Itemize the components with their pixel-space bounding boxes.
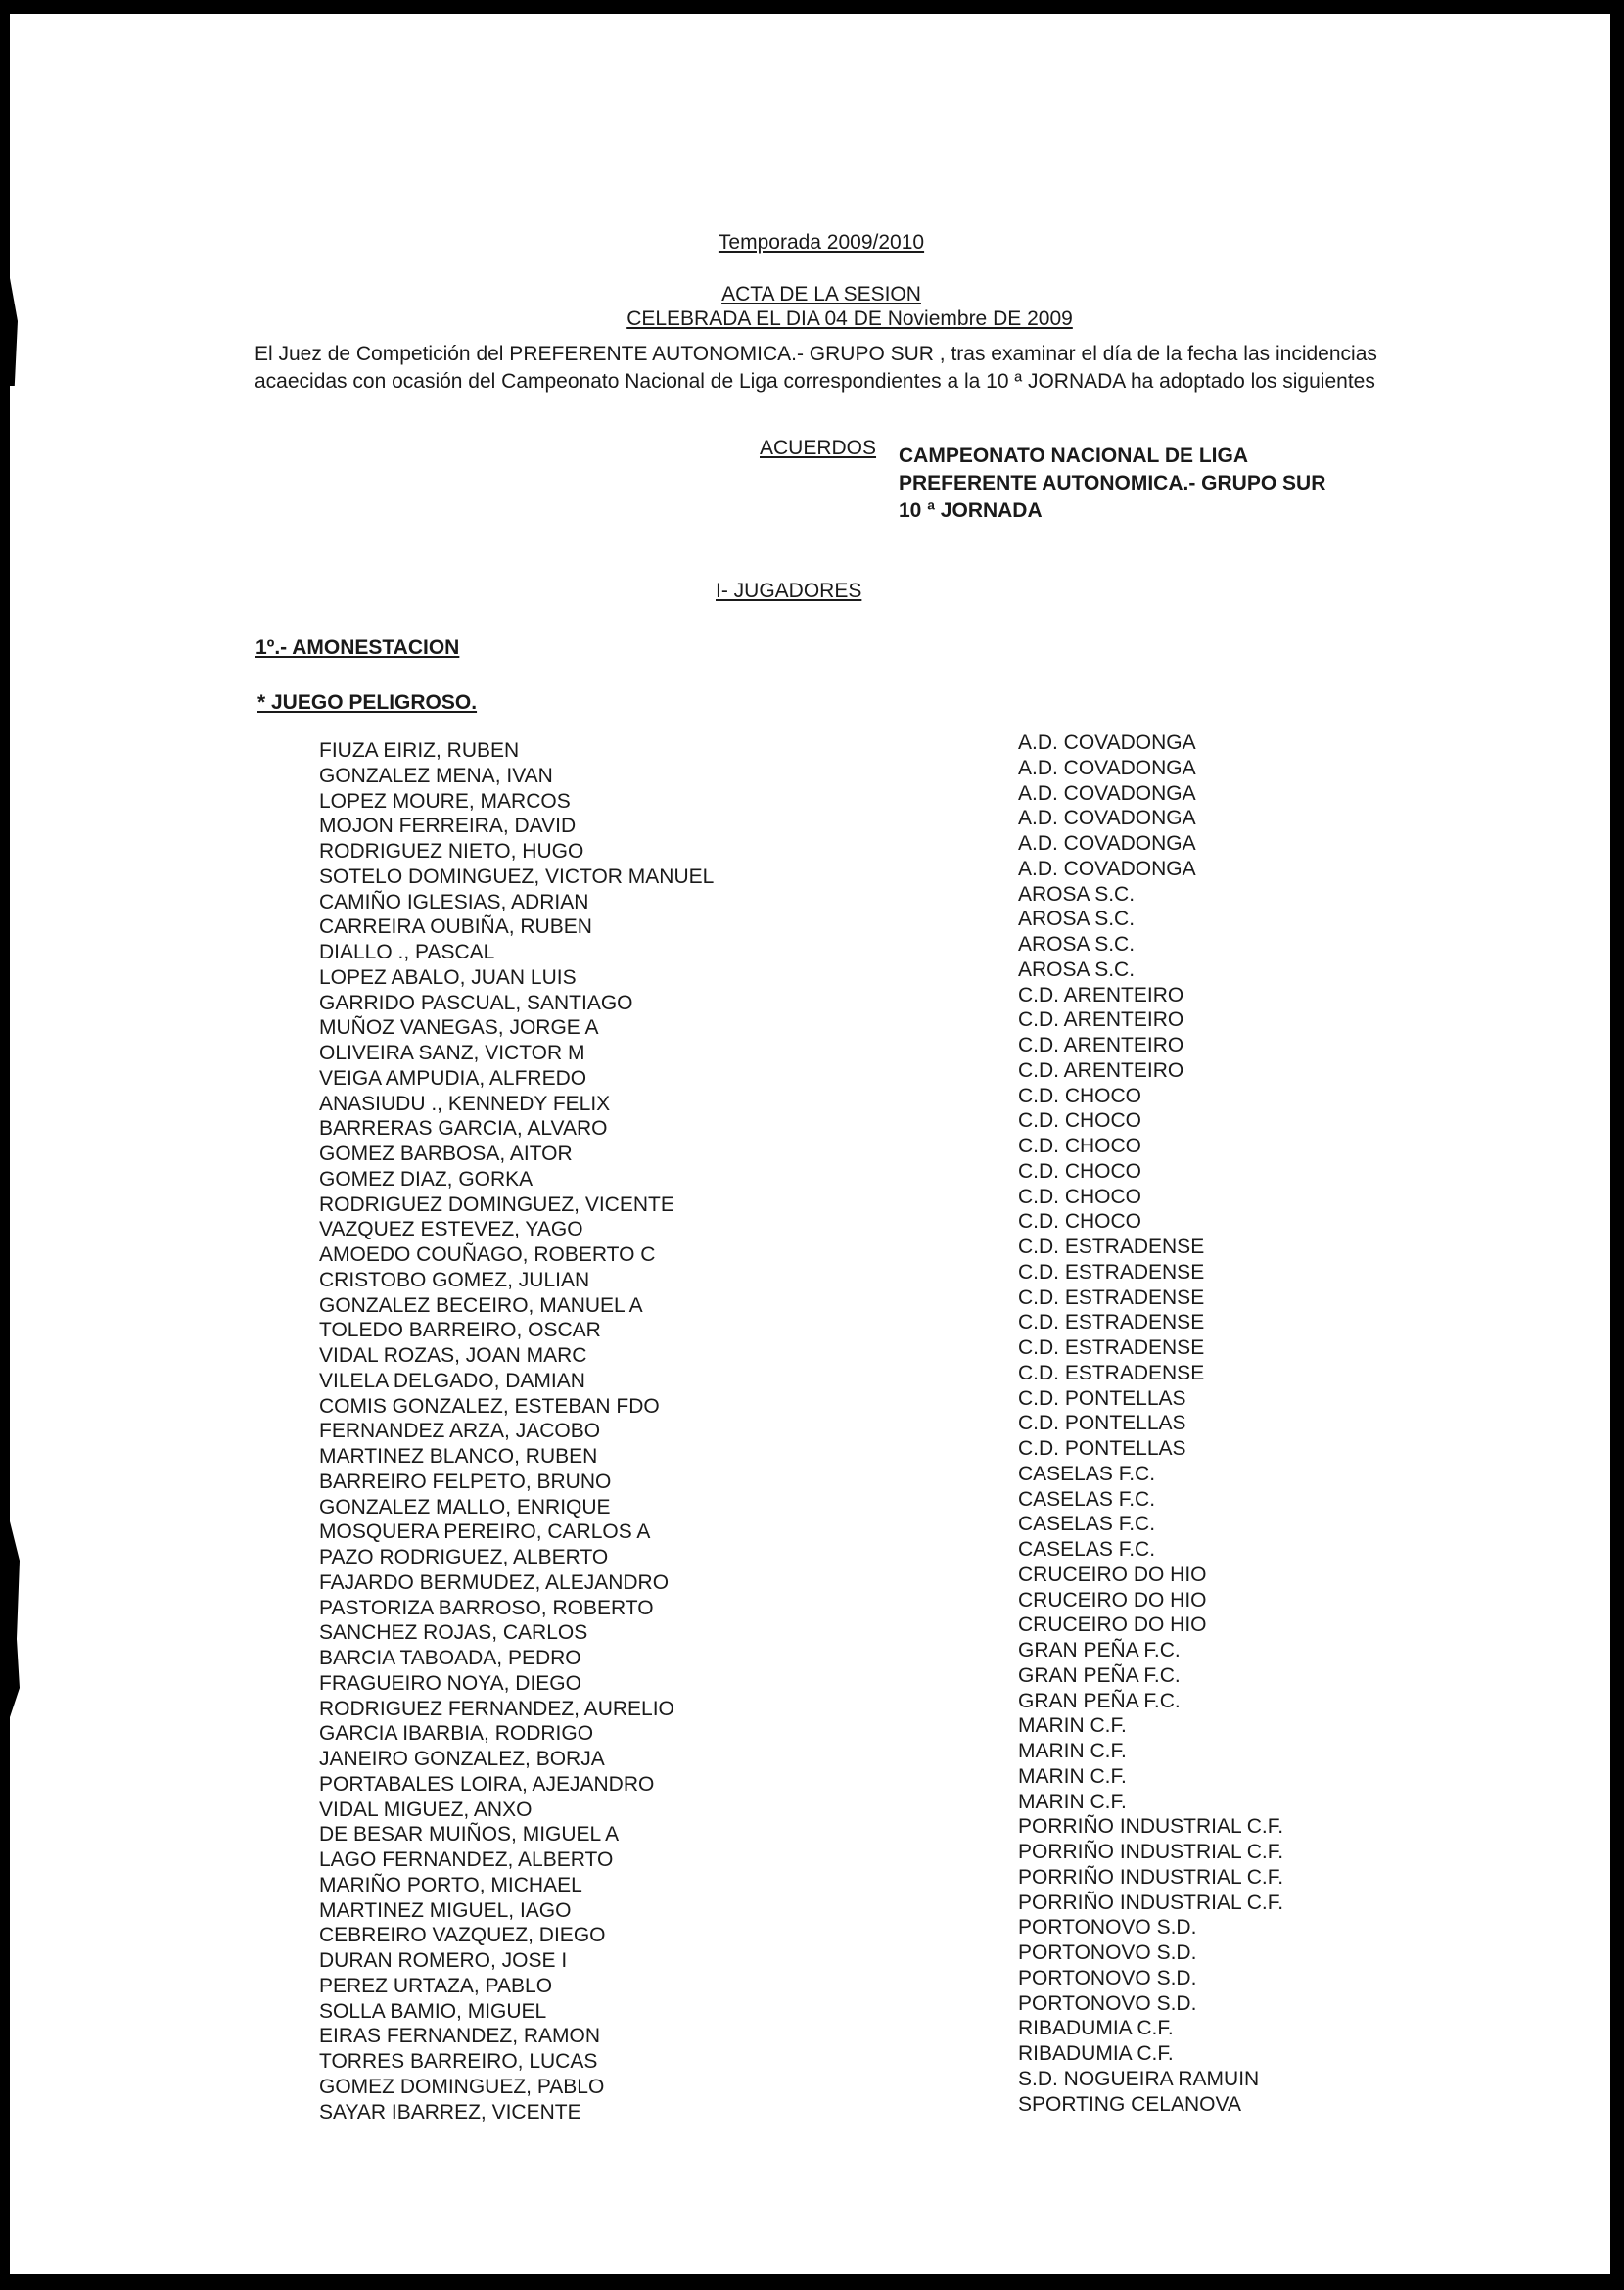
season-title: Temporada 2009/2010	[718, 231, 925, 254]
player-name: DURAN ROMERO, JOSE I	[319, 1949, 568, 1972]
player-club: GRAN PEÑA F.C.	[1018, 1663, 1181, 1687]
player-club: PORTONOVO S.D.	[1018, 1966, 1197, 1989]
player-club: PORRIÑO INDUSTRIAL C.F.	[1018, 1865, 1284, 1889]
player-club: PORTONOVO S.D.	[1018, 1991, 1197, 2015]
scan-notch	[10, 278, 18, 386]
player-club: MARIN C.F.	[1018, 1790, 1127, 1813]
player-name: MUÑOZ VANEGAS, JORGE A	[319, 1016, 599, 1040]
player-name: DIALLO ., PASCAL	[319, 941, 495, 963]
juego-peligroso-heading: * JUEGO PELIGROSO.	[257, 691, 478, 714]
intro-paragraph	[255, 341, 1478, 396]
player-name: BARREIRO FELPETO, BRUNO	[319, 1470, 612, 1493]
player-club: AROSA S.C.	[1018, 933, 1136, 956]
player-name: SANCHEZ ROJAS, CARLOS	[319, 1621, 588, 1645]
player-club: C.D. CHOCO	[1018, 1109, 1141, 1133]
amonestacion-heading: 1º.- AMONESTACION	[255, 636, 460, 659]
player-club: A.D. COVADONGA	[1018, 857, 1196, 880]
scan-notch	[10, 1521, 20, 1717]
player-club: C.D. CHOCO	[1018, 1210, 1141, 1234]
player-name: RODRIGUEZ DOMINGUEZ, VICENTE	[319, 1192, 674, 1216]
jugadores-heading: I- JUGADORES	[716, 580, 862, 602]
player-club: CASELAS F.C.	[1018, 1538, 1156, 1561]
player-name: FERNANDEZ ARZA, JACOBO	[319, 1420, 601, 1443]
player-name: VIDAL MIGUEZ, ANXO	[319, 1798, 533, 1821]
player-name: VIDAL ROZAS, JOAN MARC	[319, 1344, 587, 1367]
player-name: GOMEZ BARBOSA, AITOR	[319, 1143, 573, 1165]
player-club: C.D. PONTELLAS	[1018, 1437, 1186, 1460]
player-club: C.D. CHOCO	[1018, 1084, 1141, 1107]
player-club: GRAN PEÑA F.C.	[1018, 1689, 1181, 1712]
player-club: PORTONOVO S.D.	[1018, 1916, 1197, 1939]
player-club: AROSA S.C.	[1018, 882, 1136, 906]
player-club: A.D. COVADONGA	[1018, 731, 1196, 754]
player-name: CRISTOBO GOMEZ, JULIAN	[319, 1268, 590, 1291]
player-club: AROSA S.C.	[1018, 908, 1136, 931]
player-name: BARRERAS GARCIA, ALVARO	[319, 1117, 608, 1141]
player-name: SOLLA BAMIO, MIGUEL	[319, 1999, 547, 2023]
player-name: GOMEZ DOMINGUEZ, PABLO	[319, 2075, 605, 2098]
player-club: A.D. COVADONGA	[1018, 807, 1196, 830]
player-club: C.D. PONTELLAS	[1018, 1386, 1186, 1410]
player-name: MARTINEZ BLANCO, RUBEN	[319, 1445, 598, 1468]
player-club: CASELAS F.C.	[1018, 1487, 1156, 1511]
player-name: GONZALEZ MALLO, ENRIQUE	[319, 1495, 611, 1519]
player-name: PORTABALES LOIRA, AJEJANDRO	[319, 1772, 655, 1796]
player-name: MARIÑO PORTO, MICHAEL	[319, 1873, 582, 1896]
player-name: VAZQUEZ ESTEVEZ, YAGO	[319, 1218, 583, 1241]
player-name: LOPEZ MOURE, MARCOS	[319, 789, 571, 813]
player-name: GONZALEZ BECEIRO, MANUEL A	[319, 1293, 643, 1317]
player-name: GARCIA IBARBIA, RODRIGO	[319, 1722, 594, 1746]
player-club: RIBADUMIA C.F.	[1018, 2042, 1174, 2065]
intro-line: acaecidas con ocasión del Campeonato Nacional de Liga correspondientes a la 10 ª JORNADA ha adoptado los siguientes	[255, 370, 1375, 393]
championship-name: CAMPEONATO NACIONAL DE LIGA	[899, 444, 1249, 467]
player-club: PORRIÑO INDUSTRIAL C.F.	[1018, 1891, 1284, 1914]
player-club: CRUCEIRO DO HIO	[1018, 1588, 1207, 1612]
player-club: A.D. COVADONGA	[1018, 756, 1196, 779]
player-name: CARREIRA OUBIÑA, RUBEN	[319, 915, 592, 939]
acuerdos-heading: ACUERDOS	[760, 437, 877, 459]
player-name: LAGO FERNANDEZ, ALBERTO	[319, 1848, 614, 1871]
intro-line: El Juez de Competición del PREFERENTE AUTONOMICA.- GRUPO SUR , tras examinar el día de la fecha las incidencias	[255, 343, 1377, 365]
player-club: C.D. CHOCO	[1018, 1135, 1141, 1157]
player-name: VILELA DELGADO, DAMIAN	[319, 1369, 585, 1392]
player-name: CAMIÑO IGLESIAS, ADRIAN	[319, 890, 589, 913]
player-club: C.D. ESTRADENSE	[1018, 1285, 1205, 1309]
player-club: C.D. PONTELLAS	[1018, 1412, 1186, 1435]
player-name: PAZO RODRIGUEZ, ALBERTO	[319, 1546, 609, 1568]
player-club: A.D. COVADONGA	[1018, 781, 1196, 805]
player-club: S.D. NOGUEIRA RAMUIN	[1018, 2067, 1260, 2090]
player-club: PORRIÑO INDUSTRIAL C.F.	[1018, 1815, 1284, 1839]
player-name: CEBREIRO VAZQUEZ, DIEGO	[319, 1924, 606, 1947]
player-club: CRUCEIRO DO HIO	[1018, 1563, 1207, 1586]
player-club: C.D. ESTRADENSE	[1018, 1260, 1205, 1284]
player-club: C.D. ESTRADENSE	[1018, 1336, 1205, 1359]
player-club: C.D. ARENTEIRO	[1018, 1008, 1184, 1032]
player-name: LOPEZ ABALO, JUAN LUIS	[319, 965, 577, 989]
player-name: MOJON FERREIRA, DAVID	[319, 815, 577, 838]
player-club: PORRIÑO INDUSTRIAL C.F.	[1018, 1841, 1284, 1863]
player-name: RODRIGUEZ FERNANDEZ, AURELIO	[319, 1697, 674, 1720]
player-name: SAYAR IBARREZ, VICENTE	[319, 2100, 581, 2124]
player-name: MOSQUERA PEREIRO, CARLOS A	[319, 1520, 651, 1544]
player-name: JANEIRO GONZALEZ, BORJA	[319, 1748, 605, 1770]
player-club: C.D. CHOCO	[1018, 1185, 1141, 1208]
player-club: CASELAS F.C.	[1018, 1462, 1156, 1485]
player-club: C.D. ESTRADENSE	[1018, 1311, 1205, 1334]
player-club: CRUCEIRO DO HIO	[1018, 1613, 1207, 1637]
player-name: FIUZA EIRIZ, RUBEN	[319, 739, 520, 762]
competition-block	[899, 443, 1325, 525]
player-club: C.D. ESTRADENSE	[1018, 1361, 1205, 1384]
player-club: PORTONOVO S.D.	[1018, 1941, 1197, 1964]
player-club: GRAN PEÑA F.C.	[1018, 1639, 1181, 1661]
player-name: ANASIUDU ., KENNEDY FELIX	[319, 1092, 611, 1115]
player-name: DE BESAR MUIÑOS, MIGUEL A	[319, 1823, 620, 1846]
player-club: A.D. COVADONGA	[1018, 832, 1196, 855]
session-date: CELEBRADA EL DIA 04 DE Noviembre DE 2009	[626, 307, 1073, 330]
player-club: SPORTING CELANOVA	[1018, 2092, 1241, 2116]
player-club: C.D. ARENTEIRO	[1018, 1058, 1184, 1082]
player-name: TOLEDO BARREIRO, OSCAR	[319, 1319, 601, 1342]
player-name: VEIGA AMPUDIA, ALFREDO	[319, 1066, 587, 1090]
player-name: RODRIGUEZ NIETO, HUGO	[319, 840, 584, 863]
player-club: CASELAS F.C.	[1018, 1513, 1156, 1536]
player-name: TORRES BARREIRO, LUCAS	[319, 2050, 598, 2073]
player-club: C.D. ESTRADENSE	[1018, 1236, 1205, 1258]
player-name-list	[319, 738, 714, 2125]
player-club: RIBADUMIA C.F.	[1018, 2017, 1174, 2040]
player-name: SOTELO DOMINGUEZ, VICTOR MANUEL	[319, 865, 715, 888]
acta-title: ACTA DE LA SESION	[721, 283, 921, 305]
player-name: FAJARDO BERMUDEZ, ALEJANDRO	[319, 1570, 670, 1594]
player-name: EIRAS FERNANDEZ, RAMON	[319, 2025, 601, 2048]
player-club: AROSA S.C.	[1018, 958, 1136, 981]
player-name: GONZALEZ MENA, IVAN	[319, 764, 553, 787]
player-name: OLIVEIRA SANZ, VICTOR M	[319, 1042, 585, 1064]
player-club: C.D. ARENTEIRO	[1018, 1034, 1184, 1056]
group-name: PREFERENTE AUTONOMICA.- GRUPO SUR	[899, 472, 1326, 494]
player-name: FRAGUEIRO NOYA, DIEGO	[319, 1671, 581, 1695]
player-name: PASTORIZA BARROSO, ROBERTO	[319, 1596, 654, 1619]
player-club: MARIN C.F.	[1018, 1740, 1127, 1762]
player-name: GARRIDO PASCUAL, SANTIAGO	[319, 991, 633, 1014]
player-club: MARIN C.F.	[1018, 1764, 1127, 1788]
player-name: GOMEZ DIAZ, GORKA	[319, 1167, 534, 1191]
player-club: MARIN C.F.	[1018, 1714, 1127, 1738]
player-name: COMIS GONZALEZ, ESTEBAN FDO	[319, 1394, 660, 1418]
club-list	[1018, 730, 1283, 2117]
player-name: BARCIA TABOADA, PEDRO	[319, 1647, 581, 1669]
player-name: MARTINEZ MIGUEL, IAGO	[319, 1898, 572, 1922]
player-name: PEREZ URTAZA, PABLO	[319, 1974, 553, 1997]
player-club: C.D. ARENTEIRO	[1018, 983, 1184, 1006]
matchday: 10 ª JORNADA	[899, 499, 1043, 522]
player-club: C.D. CHOCO	[1018, 1159, 1141, 1183]
document-page	[10, 14, 1610, 2274]
player-name: AMOEDO COUÑAGO, ROBERTO C	[319, 1243, 656, 1266]
